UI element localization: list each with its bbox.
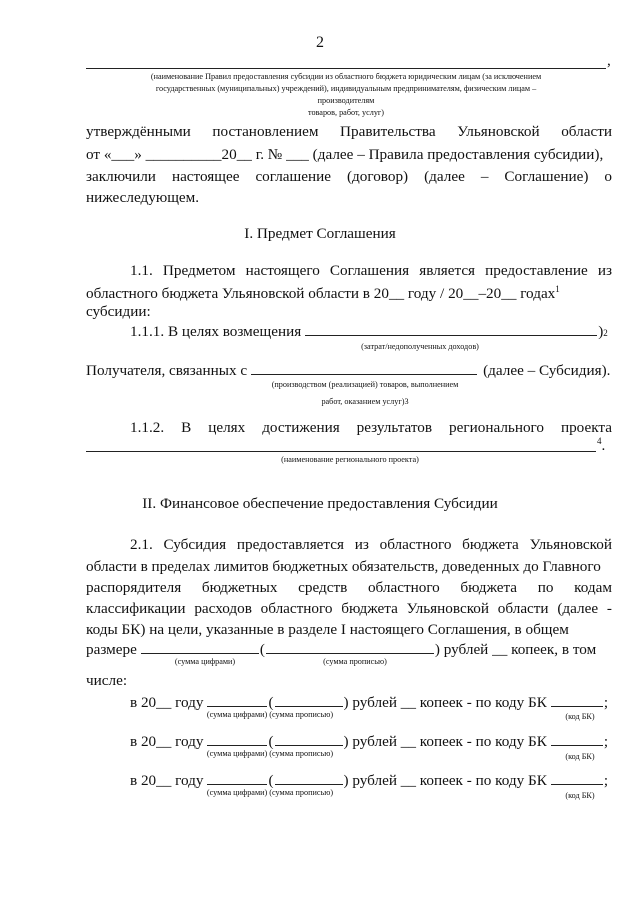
- intro-line-1: утверждёнными постановлением Правительства Ульяновской области: [86, 123, 612, 140]
- intro-line-2: от «___» __________20__ г. № ___ (далее – Правила предоставления субсидии),: [86, 146, 604, 163]
- header-caption-line-2: государственных (муниципальных) учреждений), индивидуальным предпринимателям, физическим лицам –: [155, 84, 537, 93]
- p21-line-6: размере ( ) рублей __ копеек, в том: [86, 641, 597, 658]
- intro-line-4: нижеследующем.: [86, 189, 200, 206]
- year-amount-words-blank[interactable]: [275, 694, 343, 707]
- year-row: в 20__ году ( ) рублей __ копеек - по коду БК ;: [130, 694, 609, 711]
- p112-caption: (наименование регионального проекта): [281, 455, 419, 464]
- p21-line-5: коды БК) на цели, указанные в разделе I настоящего Соглашения, в общем: [86, 621, 569, 638]
- year-bk-code-blank[interactable]: [551, 772, 603, 785]
- p21-caption-digits: (сумма цифрами): [174, 657, 236, 666]
- total-amount-words-blank[interactable]: [266, 641, 434, 654]
- p112-line-1: 1.1.2. В целях достижения результатов регионального проекта: [130, 419, 612, 436]
- year-bk-code-blank[interactable]: [551, 733, 603, 746]
- year-amount-words-blank[interactable]: [275, 772, 343, 785]
- year-caption-bk: (код БК): [565, 752, 595, 761]
- p111-row: 1.1.1. В целях возмещения ) 2: [130, 323, 608, 340]
- recipient-caption-line-1: (производством (реализацией) товаров, выполнением: [271, 380, 459, 389]
- p112-blank[interactable]: [86, 451, 596, 452]
- page-number: 2: [316, 34, 324, 51]
- p112-end: $^4$.: [597, 436, 606, 455]
- header-comma: ,: [607, 52, 611, 69]
- year-amount-words-blank[interactable]: [275, 733, 343, 746]
- year-caption-bk: (код БК): [565, 712, 595, 721]
- year-amount-digits-blank[interactable]: [207, 772, 267, 785]
- year-amount-digits-blank[interactable]: [207, 733, 267, 746]
- year-caption-bk: (код БК): [565, 791, 595, 800]
- p11-line-2: областного бюджета Ульяновской области в 20__ году / 20__–20__ годах$^1$: [86, 284, 560, 303]
- p21-caption-words: (сумма прописью): [323, 657, 387, 666]
- year-bk-code-blank[interactable]: [551, 694, 603, 707]
- p21-line-4: классификации расходов областного бюджета Ульяновской области (далее -: [86, 600, 612, 617]
- p11-line-1: 1.1. Предметом настоящего Соглашения является предоставление из: [130, 262, 612, 279]
- p111-blank[interactable]: [305, 323, 597, 336]
- recipient-caption-line-2: работ, оказанием услуг)3: [321, 397, 409, 406]
- total-amount-digits-blank[interactable]: [141, 641, 259, 654]
- section-1-heading: I. Предмет Соглашения: [244, 225, 396, 242]
- recipient-blank[interactable]: [251, 362, 477, 375]
- p21-line-3: распорядителя бюджетных средств областного бюджета по кодам: [86, 579, 612, 596]
- recipient-row: Получателя, связанных с (далее – Субсидия).: [86, 362, 611, 379]
- header-caption-line-1: (наименование Правил предоставления субсидии из областного бюджета юридическим лицам (за исключением: [150, 72, 542, 81]
- p21-line-2: области в пределах лимитов бюджетных обязательств, доведенных до Главного: [86, 558, 601, 575]
- header-rule: [86, 68, 606, 69]
- year-amount-digits-blank[interactable]: [207, 694, 267, 707]
- p21-line-1: 2.1. Субсидия предоставляется из областного бюджета Ульяновской: [130, 536, 612, 553]
- year-caption-amounts: (сумма цифрами) (сумма прописью): [206, 749, 334, 758]
- year-row: в 20__ году ( ) рублей __ копеек - по коду БК ;: [130, 733, 609, 750]
- intro-line-3: заключили настоящее соглашение (договор) (далее – Соглашение) о: [86, 168, 612, 185]
- p11-line-3: субсидии:: [86, 303, 151, 320]
- p21-line-7: числе:: [86, 672, 128, 689]
- year-caption-amounts: (сумма цифрами) (сумма прописью): [206, 788, 334, 797]
- section-2-heading: II. Финансовое обеспечение предоставления Субсидии: [142, 495, 498, 512]
- year-caption-amounts: (сумма цифрами) (сумма прописью): [206, 710, 334, 719]
- year-row: в 20__ году ( ) рублей __ копеек - по коду БК ;: [130, 772, 609, 789]
- header-caption-line-3: производителям: [317, 96, 375, 105]
- p111-caption: (затрат/недополученных доходов): [361, 342, 479, 351]
- header-caption-line-4: товаров, работ, услуг): [307, 108, 385, 117]
